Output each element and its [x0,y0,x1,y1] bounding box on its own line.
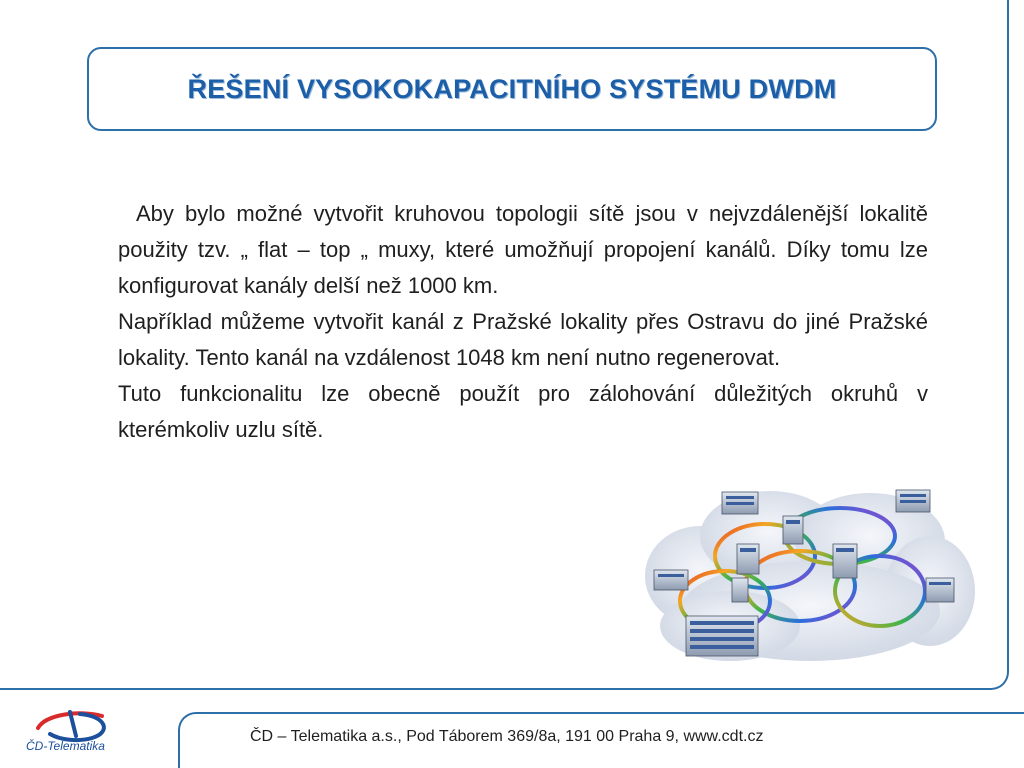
body-text [100,196,928,448]
device-left [654,570,688,590]
device-small [732,578,748,602]
logo-caption: ČD-Telematika [26,739,105,753]
paragraph-3: Tuto funkcionalitu lze obecně použít pro zálohování důležitých okruhů v kterémkoliv uzlu sítě. [118,381,928,442]
device-center [783,516,803,544]
title-box [87,47,937,131]
device-center-left [737,544,759,574]
paragraph-2: Například můžeme vytvořit kanál z Pražské lokality přes Ostravu do jiné Pražské lokality. Tento kanál na vzdálenost 1048 km není nutno regenerovat. [118,309,928,370]
paragraph-1: Aby bylo možné vytvořit kruhovou topologii sítě jsou v nejvzdálenější lokalitě použity tzv. „ flat – top „ muxy, které umožňují propojení kanálů. Díky tomu lze konfigurovat kanály delší než 1000 km. [118,201,928,298]
device-top [722,492,758,514]
device-top-right [896,490,930,512]
slide-title: ŘEŠENÍ VYSOKOKAPACITNÍHO SYSTÉMU DWDM [187,73,837,104]
dwdm-network-illustration [640,486,980,666]
device-right [926,578,954,602]
device-center-right [833,544,857,578]
footer-text: ČD – Telematika a.s., Pod Táborem 369/8a, 191 00 Praha 9, www.cdt.cz [250,728,764,745]
device-bottom-left [686,616,758,656]
